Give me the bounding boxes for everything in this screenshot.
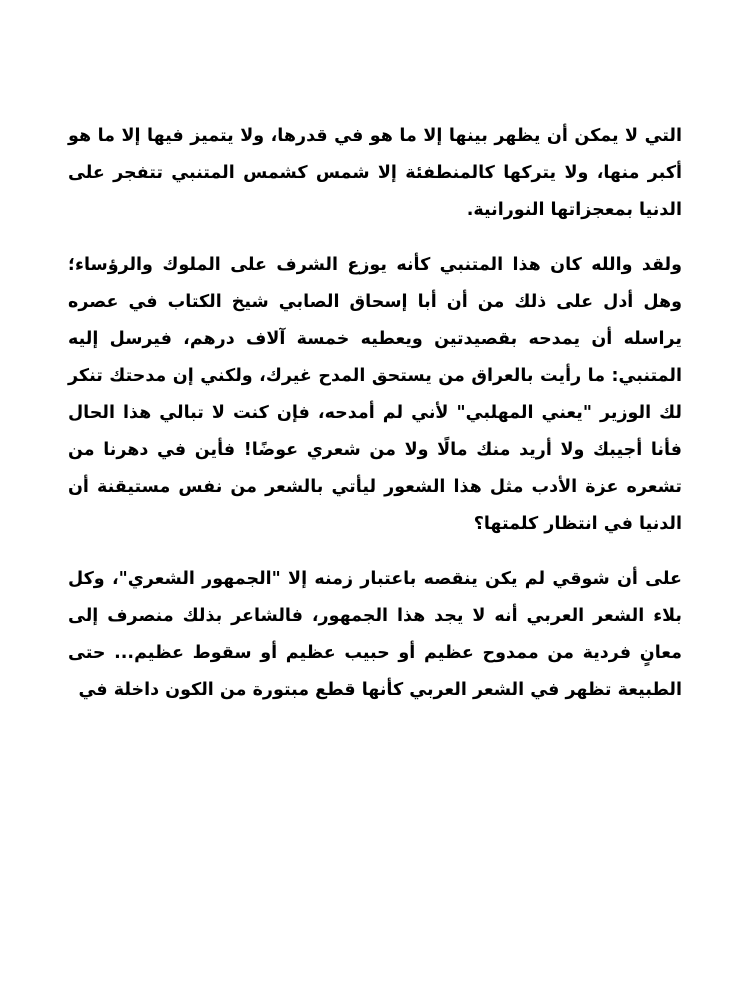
paragraph-2: ولقد والله كان هذا المتنبي كأنه يوزع الشرف على الملوك والرؤساء؛ وهل أدل على ذلك من أن أبا إسحاق الصابي شيخ الكتاب في عصره يراسله أن يمدحه بقصيدتين ويعطيه خمسة آلاف درهم، فيرسل إليه المتنبي: ما رأيت بالعراق من يستحق المدح غيرك، ولكني إن مدحتك تنكر لك الوزير "يعني المهلبي" لأني لم أمدحه، فإن كنت لا تبالي هذا الحال فأنا أجيبك ولا أريد منك مالًا ولا من شعري عوضًا! فأين في دهرنا من تشعره عزة الأدب مثل هذا الشعور ليأتي بالشعر من نفس مستيقنة أن الدنيا في انتظار كلمتها؟ [68, 255, 682, 534]
document-page [68, 118, 682, 727]
paragraph-3: على أن شوقي لم يكن ينقصه باعتبار زمنه إلا "الجمهور الشعري"، وكل بلاء الشعر العربي أنه لا يجد هذا الجمهور، فالشاعر بذلك منصرف إلى معانٍ فردية من ممدوح عظيم أو حبيب عظيم أو سقوط عظيم... حتى الطبيعة تظهر في الشعر العربي كأنها قطع مبتورة من الكون داخلة في [68, 569, 682, 700]
paragraph-1: التي لا يمكن أن يظهر بينها إلا ما هو في قدرها، ولا يتميز فيها إلا ما هو أكبر منها، ولا يتركها كالمنطفئة إلا شمس كشمس المتنبي تتفجر على الدنيا بمعجزاتها النورانية. [68, 126, 682, 220]
